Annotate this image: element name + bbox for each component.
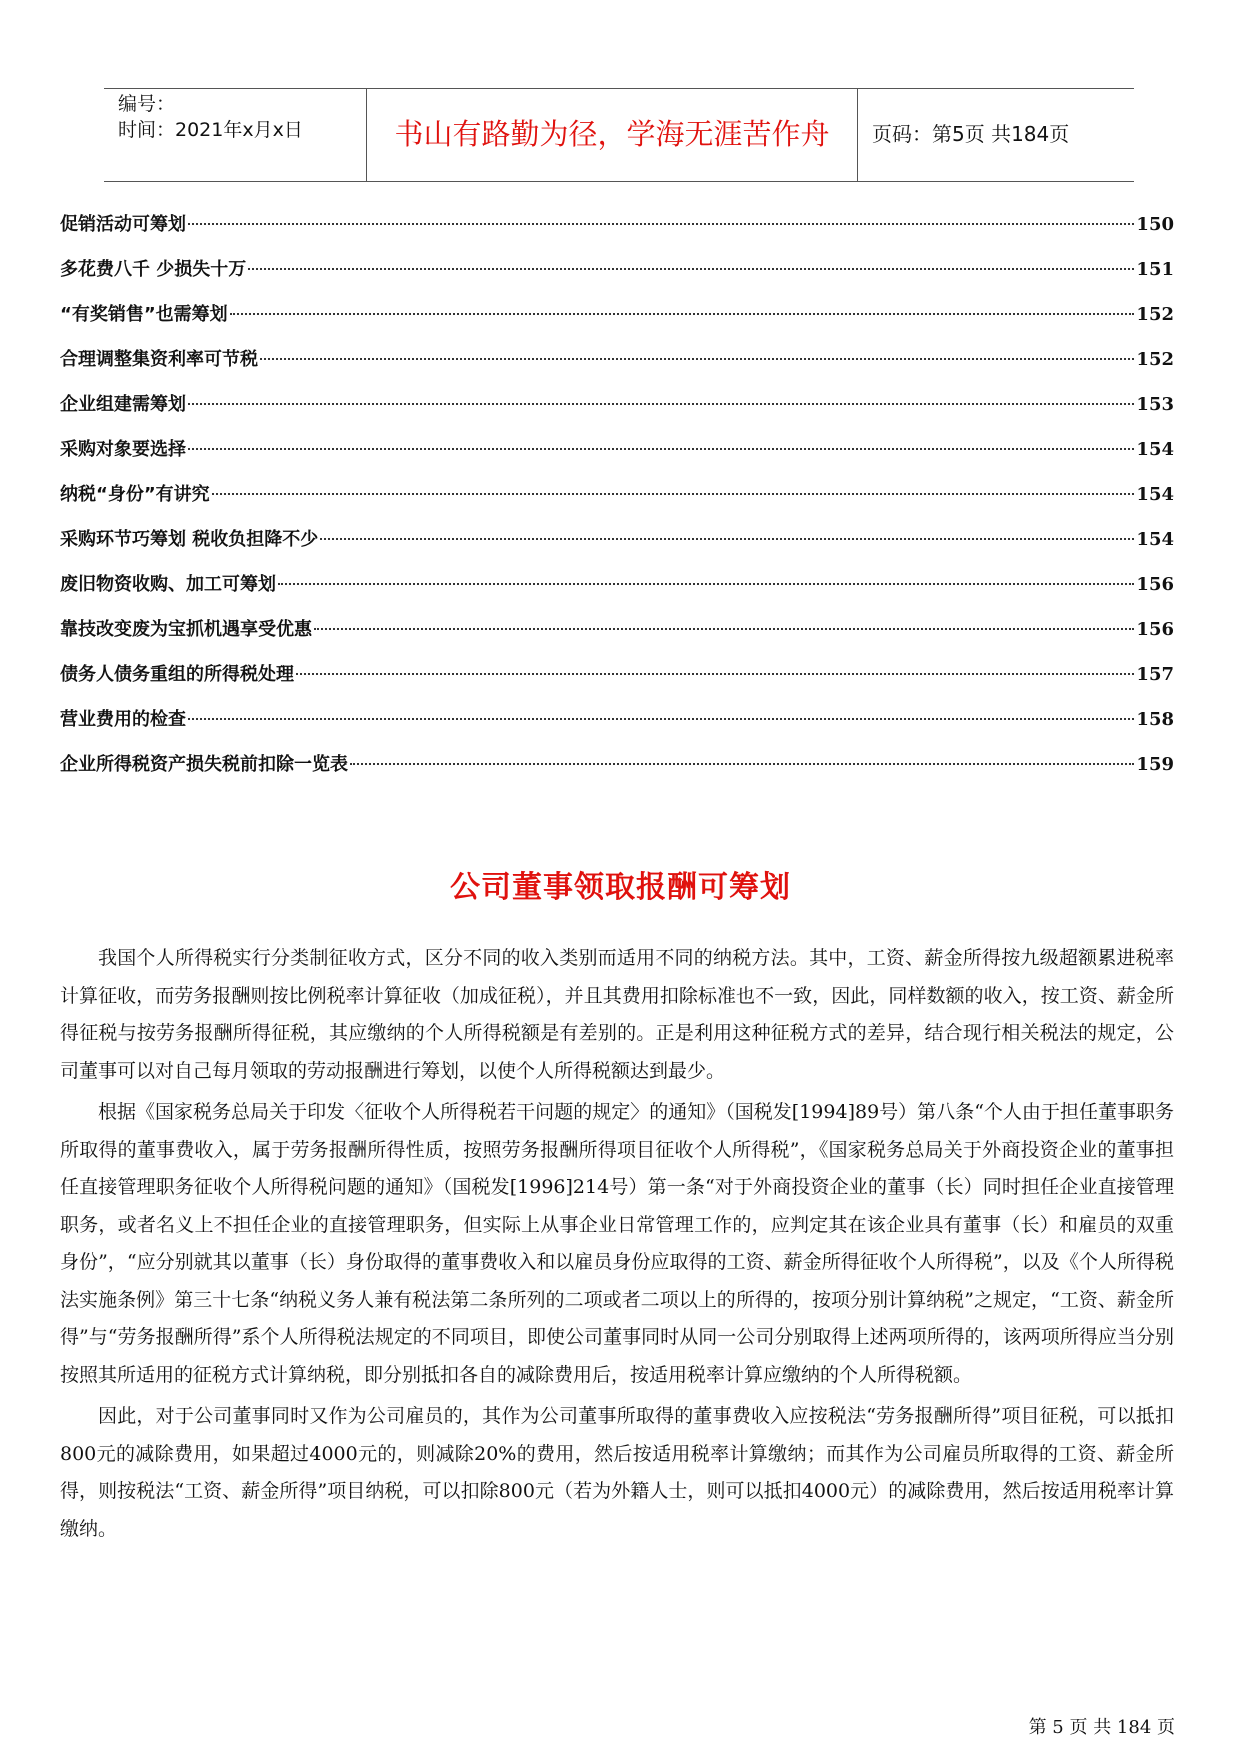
body-paragraph: 因此，对于公司董事同时又作为公司雇员的，其作为公司董事所取得的董事费收入应按税法“劳务报酬所得”项目征税，可以抵扣800元的减除费用，如果超过4000元的，则减除20%的费用，然后按适用税率计算缴纳；而其作为公司雇员所取得的工资、薪金所得，则按税法“工资、薪金所得”项目纳税，可以扣除800元（若为外籍人士，则可以抵扣4000元）的减除费用，然后按适用税率计算缴纳。 [60, 1405, 1174, 1540]
toc-item-page: 158 [1136, 709, 1174, 730]
toc-item[interactable] [60, 212, 1174, 257]
toc-dot-leader [296, 673, 1134, 675]
toc-item-page: 151 [1136, 259, 1174, 280]
toc-item-page: 156 [1136, 619, 1174, 640]
date-label: 时间：2021年x月x日 [118, 119, 303, 141]
toc-item-page: 159 [1136, 754, 1174, 775]
toc-item-title: 采购对象要选择 [60, 439, 186, 460]
header-page-cell [858, 89, 1134, 181]
toc-item-title: 营业费用的检查 [60, 709, 186, 730]
header-info-cell [104, 89, 367, 181]
toc-item-page: 154 [1136, 484, 1174, 505]
header-motto: 书山有路勤为径，学海无涯苦作舟 [394, 117, 830, 151]
toc-dot-leader [248, 268, 1134, 270]
toc-item[interactable] [60, 482, 1174, 527]
toc-dot-leader [230, 313, 1135, 315]
toc-item[interactable] [60, 257, 1174, 302]
toc-item-title: 纳税“身份”有讲究 [60, 484, 210, 505]
toc-item-page: 153 [1136, 394, 1174, 415]
toc-item-page: 152 [1136, 304, 1174, 325]
toc-item-page: 150 [1136, 214, 1174, 235]
toc-dot-leader [278, 583, 1134, 585]
article-body [60, 940, 1174, 1552]
toc-dot-leader [188, 403, 1134, 405]
toc-item-title: 企业所得税资产损失税前扣除一览表 [60, 754, 348, 775]
toc-item-title: 多花费八千 少损失十万 [60, 259, 247, 280]
toc-dot-leader [188, 448, 1134, 450]
toc-item[interactable] [60, 302, 1174, 347]
toc-item[interactable] [60, 392, 1174, 437]
toc-dot-leader [260, 358, 1134, 360]
toc-item-page: 154 [1136, 529, 1174, 550]
toc-item-title: “有奖销售”也需筹划 [60, 304, 228, 325]
article-title: 公司董事领取报酬可筹划 [450, 870, 791, 905]
toc-item[interactable] [60, 617, 1174, 662]
toc-item-title: 采购环节巧筹划 税收负担降不少 [60, 529, 319, 550]
toc-dot-leader [188, 718, 1134, 720]
toc-item[interactable] [60, 527, 1174, 572]
body-paragraph: 根据《国家税务总局关于印发〈征收个人所得税若干问题的规定〉的通知》（国税发[1994]89号）第八条“个人由于担任董事职务所取得的董事费收入，属于劳务报酬所得性质，按照劳务报酬所得项目征收个人所得税”，《国家税务总局关于外商投资企业的董事担任直接管理职务征收个人所得税问题的通知》（国税发[1996]214号）第一条“对于外商投资企业的董事（长）同时担任企业直接管理职务，或者名义上不担任企业的直接管理职务，但实际上从事企业日常管理工作的，应判定其在该企业具有董事（长）和雇员的双重身份”，“应分别就其以董事（长）身份取得的董事费收入和以雇员身份应取得的工资、薪金所得征收个人所得税”，以及《个人所得税法实施条例》第三十七条“纳税义务人兼有税法第二条所列的二项或者二项以上的所得的，按项分别计算纳税”之规定，“工资、薪金所得”与“劳务报酬所得”系个人所得税法规定的不同项目，即使公司董事同时从同一公司分别取得上述两项所得的，该两项所得应当分别按照其所适用的征税方式计算纳税，即分别抵扣各自的减除费用后，按适用税率计算应缴纳的个人所得税额。 [60, 1101, 1174, 1386]
toc-item[interactable] [60, 707, 1174, 752]
toc-item[interactable] [60, 572, 1174, 617]
toc-dot-leader [350, 763, 1134, 765]
toc-dot-leader [320, 538, 1134, 540]
toc-item-page: 152 [1136, 349, 1174, 370]
toc-item-title: 企业组建需筹划 [60, 394, 186, 415]
toc-item-title: 废旧物资收购、加工可筹划 [60, 574, 276, 595]
serial-number-label: 编号： [118, 93, 176, 115]
header-motto-cell [367, 89, 858, 181]
toc-item-page: 154 [1136, 439, 1174, 460]
toc-item-title: 靠技改变废为宝抓机遇享受优惠 [60, 619, 312, 640]
toc-dot-leader [212, 493, 1135, 495]
table-of-contents [60, 212, 1174, 797]
toc-item-title: 合理调整集资利率可节税 [60, 349, 258, 370]
toc-item-page: 157 [1136, 664, 1174, 685]
toc-item[interactable] [60, 347, 1174, 392]
toc-item[interactable] [60, 437, 1174, 482]
toc-item[interactable] [60, 752, 1174, 797]
toc-item-page: 156 [1136, 574, 1174, 595]
toc-item-title: 债务人债务重组的所得税处理 [60, 664, 294, 685]
body-paragraph: 我国个人所得税实行分类制征收方式，区分不同的收入类别而适用不同的纳税方法。其中，工资、薪金所得按九级超额累进税率计算征收，而劳务报酬则按比例税率计算征收（加成征税），并且其费用扣除标准也不一致，因此，同样数额的收入，按工资、薪金所得征税与按劳务报酬所得征税，其应缴纳的个人所得税额是有差别的。正是利用这种征税方式的差异，结合现行相关税法的规定，公司董事可以对自己每月领取的劳动报酬进行筹划，以使个人所得税额达到最少。 [60, 947, 1174, 1082]
toc-dot-leader [188, 223, 1134, 225]
page-footer: 第 5 页 共 184 页 [1028, 1717, 1175, 1738]
header-page-code: 页码：第5页 共184页 [872, 122, 1070, 146]
page-header [104, 88, 1134, 182]
toc-dot-leader [314, 628, 1134, 630]
toc-item[interactable] [60, 662, 1174, 707]
toc-item-title: 促销活动可筹划 [60, 214, 186, 235]
